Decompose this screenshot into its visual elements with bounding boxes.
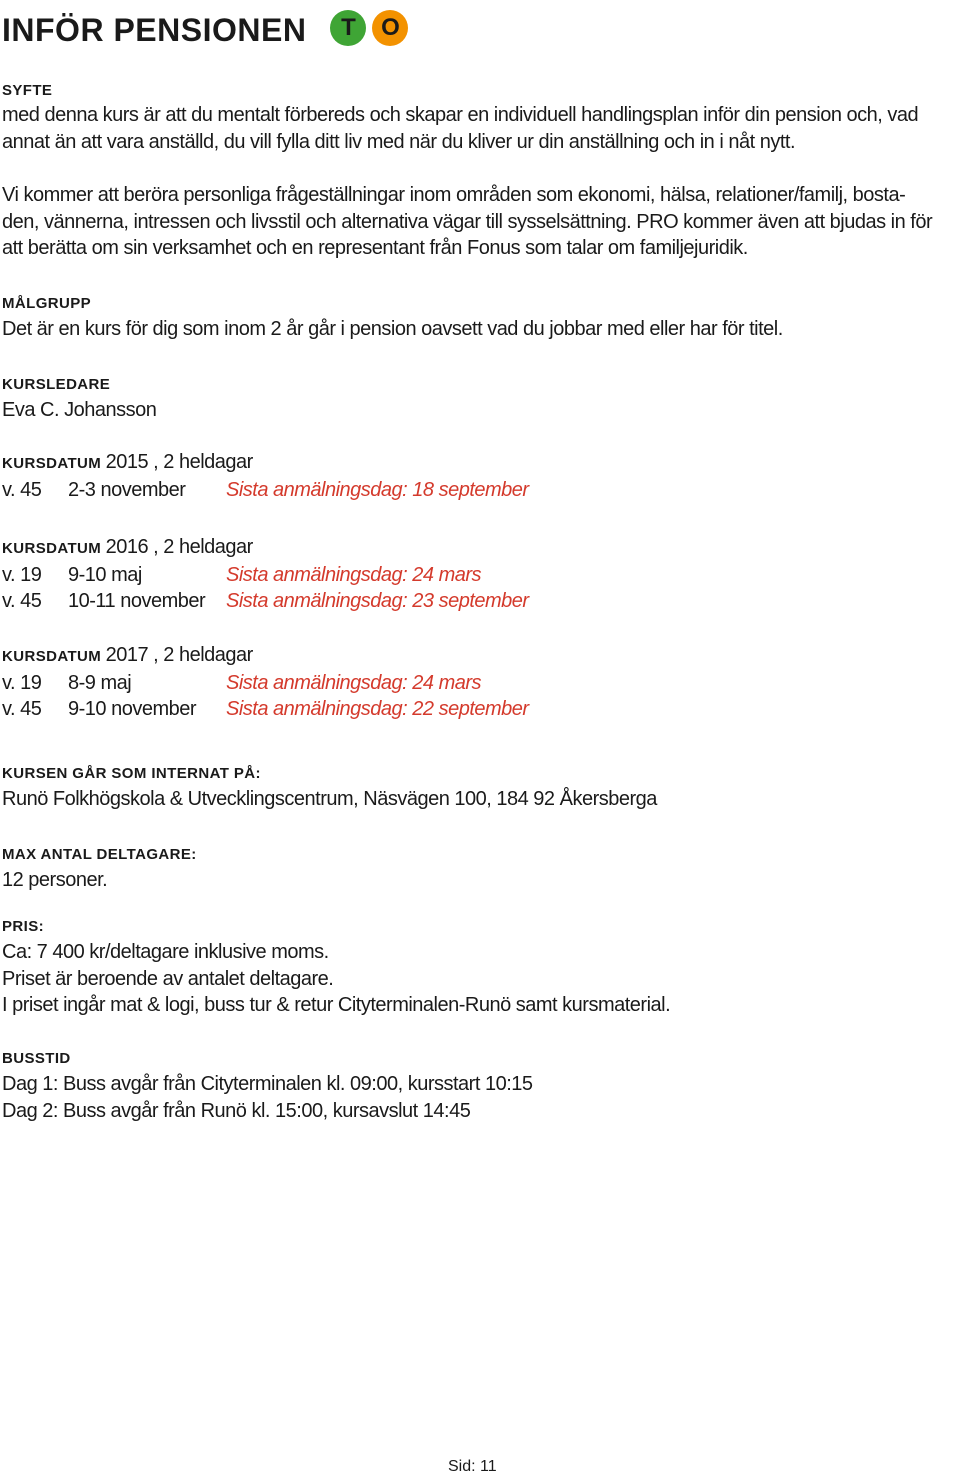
pris-line: Ca: 7 400 kr/deltagare inklusive moms.: [2, 941, 329, 963]
page-number: Sid: 11: [448, 1458, 497, 1475]
kursledare-name: Eva C. Johansson: [2, 399, 157, 421]
title-row: [2, 6, 408, 49]
pris-line: Priset är beroende av antalet deltagare.: [2, 967, 334, 990]
course-dates: 9-10 maj: [68, 564, 142, 586]
kursledare-heading: KURSLEDARE: [2, 376, 111, 393]
plats-text: Runö Folkhögskola & Utvecklingscentrum, Näsvägen 100, 184 92 Åkersberga: [2, 788, 657, 810]
syfte-paragraph-1: [2, 102, 958, 155]
registration-deadline: Sista anmälningsdag: 22 september: [226, 698, 529, 720]
syfte-line: med denna kurs är att du mentalt förbereds och skapar en individuell handlingsplan inför din pension och, vad: [2, 104, 919, 126]
plats-heading: KURSEN GÅR SOM INTERNAT PÅ:: [2, 765, 261, 782]
syfte-paragraph-2: [2, 182, 958, 262]
kursdatum-year: 2017 , 2 heldagar: [105, 644, 253, 666]
max-antal-heading: MAX ANTAL DELTAGARE:: [2, 846, 197, 863]
busstid-line: Dag 1: Buss avgår från Cityterminalen kl. 09:00, kursstart 10:15: [2, 1073, 533, 1095]
kursdatum-label: KURSDATUM: [2, 540, 102, 557]
week-number: v. 45: [2, 590, 42, 612]
syfte-line: Vi kommer att beröra personliga frågeställningar inom områden som ekonomi, hälsa, relationer/familj, bosta-: [2, 184, 906, 206]
registration-deadline: Sista anmälningsdag: 24 mars: [226, 564, 482, 586]
pris-heading: PRIS:: [2, 918, 45, 935]
kursdatum-label: KURSDATUM: [2, 648, 102, 665]
week-number: v. 19: [2, 672, 42, 694]
course-dates: 8-9 maj: [68, 672, 132, 694]
max-antal-text: 12 personer.: [2, 869, 108, 891]
registration-deadline: Sista anmälningsdag: 24 mars: [226, 672, 482, 694]
badge-t: T: [330, 10, 366, 46]
kursdatum-heading-2017: [2, 644, 253, 667]
syfte-line: den, vännerna, intressen och livsstil och alternativa vägar till sysselsättning. PRO kommer även att bjudas in för: [2, 210, 933, 233]
registration-deadline: Sista anmälningsdag: 23 september: [226, 590, 529, 612]
syfte-line: att berätta om sin verksamhet och en representant från Fonus som talar om familjejuridik.: [2, 237, 748, 259]
week-number: v. 19: [2, 564, 42, 586]
course-dates: 10-11 november: [68, 590, 206, 612]
malgrupp-heading: MÅLGRUPP: [2, 295, 92, 312]
week-number: v. 45: [2, 479, 42, 501]
busstid-heading: BUSSTID: [2, 1050, 71, 1067]
syfte-heading: SYFTE: [2, 82, 53, 99]
registration-deadline: Sista anmälningsdag: 18 september: [226, 479, 529, 501]
malgrupp-text: Det är en kurs för dig som inom 2 år går i pension oavsett vad du jobbar med eller har för titel.: [2, 318, 783, 340]
kursdatum-heading-2016: [2, 536, 253, 559]
kursdatum-year: 2016 , 2 heldagar: [105, 536, 253, 558]
kursdatum-year: 2015 , 2 heldagar: [105, 451, 253, 473]
week-number: v. 45: [2, 698, 42, 720]
busstid-text: [2, 1071, 958, 1124]
syfte-line: annat än att vara anställd, du vill fylla ditt liv med när du kliver ur din anställning och in i nåt nytt.: [2, 130, 796, 153]
busstid-line: Dag 2: Buss avgår från Runö kl. 15:00, kursavslut 14:45: [2, 1099, 471, 1122]
course-dates: 2-3 november: [68, 479, 186, 501]
kursdatum-heading-2015: [2, 451, 253, 474]
page-title: INFÖR PENSIONEN: [2, 12, 307, 48]
pris-line: I priset ingår mat & logi, buss tur & retur Cityterminalen-Runö samt kursmaterial.: [2, 994, 671, 1016]
kursdatum-label: KURSDATUM: [2, 455, 102, 472]
pris-text: [2, 939, 958, 1019]
course-dates: 9-10 november: [68, 698, 197, 720]
badge-o: O: [372, 10, 408, 46]
